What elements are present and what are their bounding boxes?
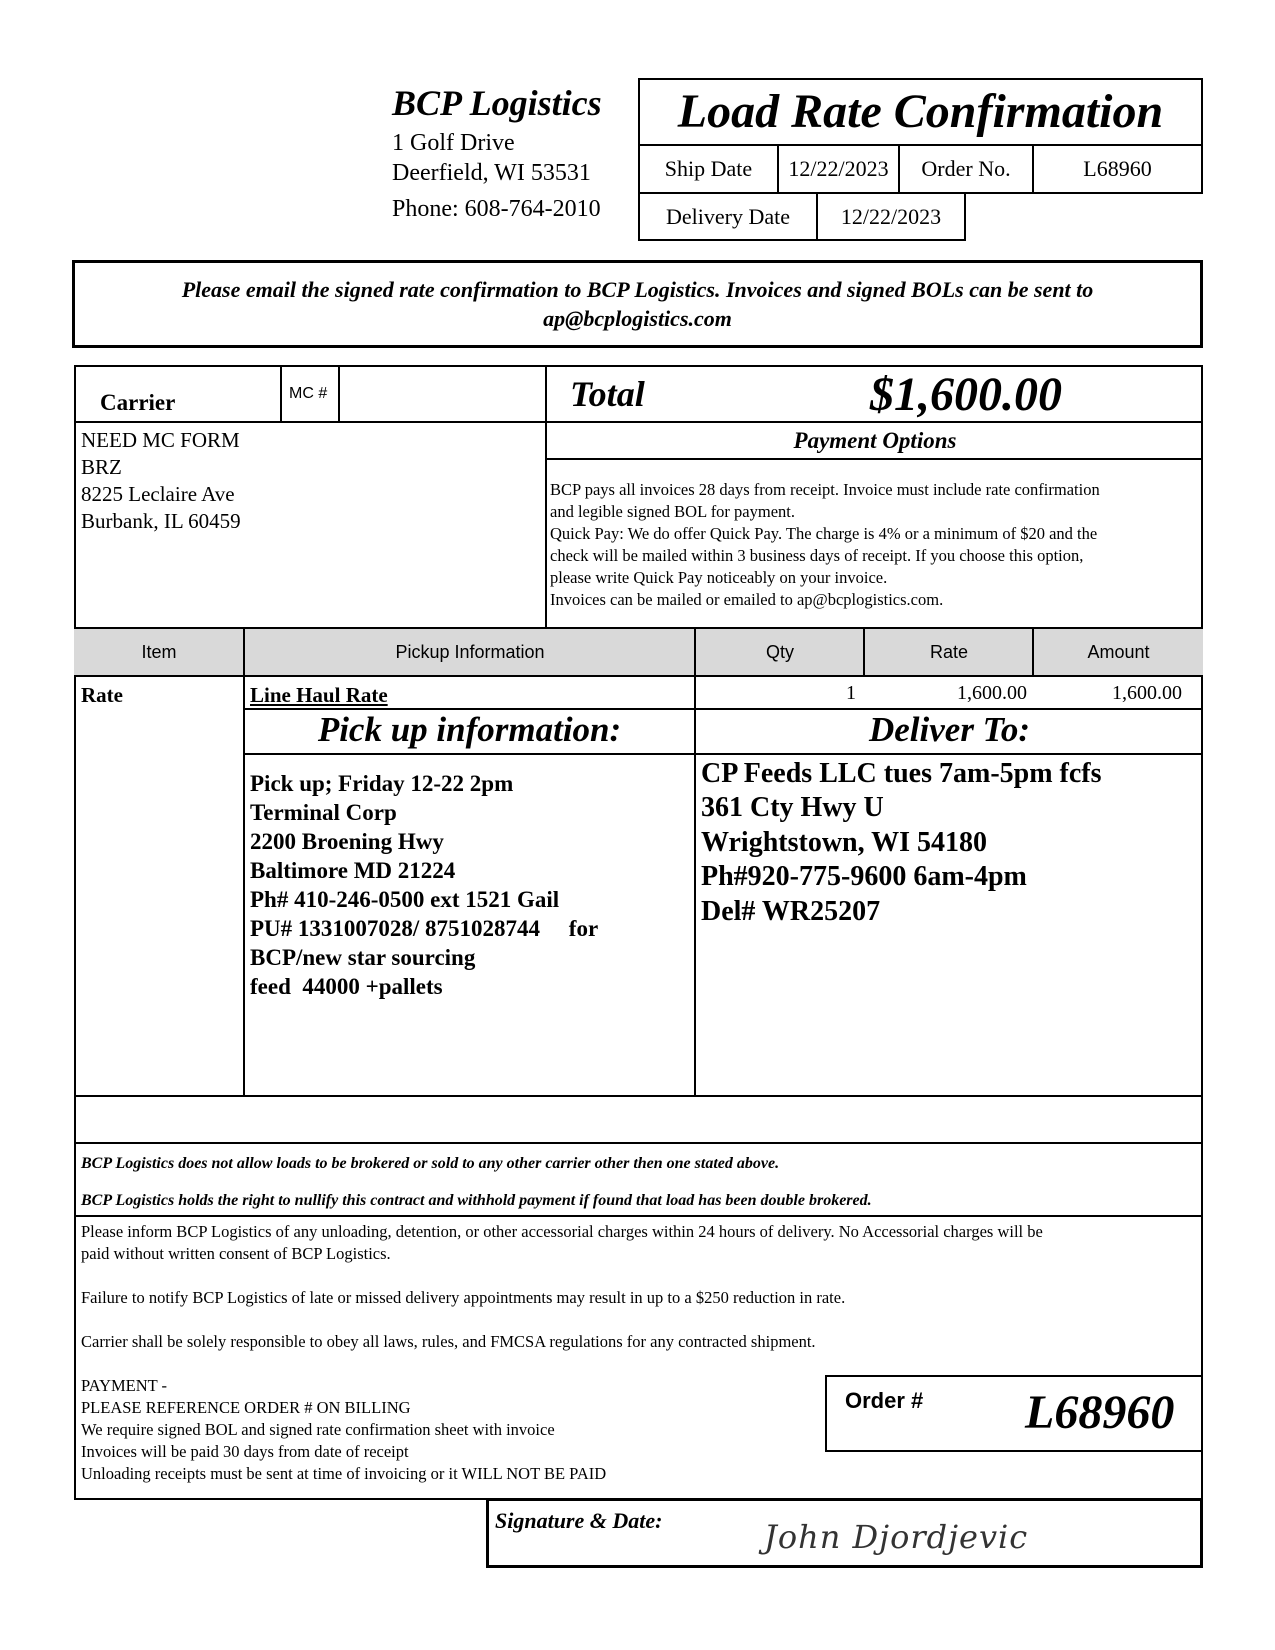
pickup-line: PU# 1331007028/ 8751028744 for xyxy=(250,916,599,941)
line-item-rate: 1,600.00 xyxy=(957,682,1027,704)
pickup-line: 2200 Broening Hwy xyxy=(250,829,444,854)
pickup-line: Ph# 410-246-0500 ext 1521 Gail xyxy=(250,887,560,912)
total-amount: $1,600.00 xyxy=(870,368,1062,421)
order-no-value: L68960 xyxy=(1032,144,1203,194)
delivery-line: CP Feeds LLC tues 7am-5pm fcfs xyxy=(701,758,1102,789)
carrier-line: 8225 Leclaire Ave xyxy=(81,482,235,506)
payment-line: We require signed BOL and signed rate confirmation sheet with invoice xyxy=(81,1420,555,1439)
payment-line: Unloading receipts must be sent at time of invoicing or it WILL NOT BE PAID xyxy=(81,1464,607,1483)
payment-options-line: please write Quick Pay noticeably on your invoice. xyxy=(550,568,888,587)
company-name: BCP Logistics xyxy=(392,83,602,123)
policy-no-brokering: BCP Logistics does not allow loads to be brokered or sold to any other carrier other then one stated above. xyxy=(81,1155,780,1172)
delivery-line: Wrightstown, WI 54180 xyxy=(701,827,988,858)
pickup-title: Pick up information: xyxy=(317,710,622,749)
column-header-item: Item xyxy=(141,641,177,662)
ship-date-label: Ship Date xyxy=(638,144,779,194)
pickup-line: feed 44000 +pallets xyxy=(250,974,443,999)
total-label: Total xyxy=(570,374,645,414)
email-instructions-text: Please email the signed rate confirmation to BCP Logistics. Invoices and signed BOLs can be sent to ap@bcplogistics.com xyxy=(181,277,1094,331)
carrier-line: Burbank, IL 60459 xyxy=(81,509,241,533)
delivery-title: Deliver To: xyxy=(868,710,1031,749)
payment-line: PLEASE REFERENCE ORDER # ON BILLING xyxy=(81,1398,411,1417)
payment-options-line: BCP pays all invoices 28 days from receipt. Invoice must include rate confirmation xyxy=(550,480,1100,499)
line-item-description: Line Haul Rate xyxy=(250,683,388,707)
column-header-pickup-information: Pickup Information xyxy=(395,641,545,662)
order-number-value: L68960 xyxy=(1025,1386,1175,1439)
line-item-qty: 1 xyxy=(846,682,856,704)
document-title: Load Rate Confirmation xyxy=(677,85,1164,138)
terms-accessorial: Please inform BCP Logistics of any unloading, detention, or other accessorial charges within 24 hours of delivery. No Accessorial charges will be xyxy=(81,1222,1043,1241)
terms-late-delivery: Failure to notify BCP Logistics of late or missed delivery appointments may result in up to a $250 reduction in rate. xyxy=(81,1288,846,1307)
mc-number-label: MC # xyxy=(289,385,328,402)
pickup-line: Baltimore MD 21224 xyxy=(250,858,456,883)
terms-accessorial-cont: paid without written consent of BCP Logistics. xyxy=(81,1244,391,1263)
payment-options-title: Payment Options xyxy=(793,428,957,453)
pickup-line: Pick up; Friday 12-22 2pm xyxy=(250,771,514,796)
email-instructions-banner xyxy=(72,260,1203,348)
pickup-line: Terminal Corp xyxy=(250,800,397,825)
delivery-date-value: 12/22/2023 xyxy=(816,192,966,241)
order-number-label: Order # xyxy=(845,1388,924,1413)
company-phone: Phone: 608-764-2010 xyxy=(392,196,601,222)
payment-line: Invoices will be paid 30 days from date of receipt xyxy=(81,1442,409,1461)
payment-line: PAYMENT - xyxy=(81,1376,168,1395)
line-item-amount: 1,600.00 xyxy=(1112,682,1182,704)
carrier-line: BRZ xyxy=(81,455,122,479)
company-address-line1: 1 Golf Drive xyxy=(392,130,515,156)
pickup-line: BCP/new star sourcing xyxy=(250,945,476,970)
ship-date-value: 12/22/2023 xyxy=(777,144,900,194)
column-header-rate: Rate xyxy=(929,641,969,662)
company-address-line2: Deerfield, WI 53531 xyxy=(392,160,591,186)
delivery-line: 361 Cty Hwy U xyxy=(701,792,884,823)
line-item-type: Rate xyxy=(81,683,123,707)
delivery-line: Del# WR25207 xyxy=(701,896,881,927)
signature-label: Signature & Date: xyxy=(495,1508,663,1533)
column-header-amount: Amount xyxy=(1087,641,1150,662)
policy-double-brokered: BCP Logistics holds the right to nullify this contract and withhold payment if found that load has been double brokered. xyxy=(81,1192,872,1209)
delivery-line: Ph#920-775-9600 6am-4pm xyxy=(701,861,1027,892)
delivery-date-label: Delivery Date xyxy=(638,192,818,241)
terms-regulations: Carrier shall be solely responsible to obey all laws, rules, and FMCSA regulations for any contracted shipment. xyxy=(81,1332,816,1351)
payment-options-line: check will be mailed within 3 business days of receipt. If you choose this option, xyxy=(550,546,1084,565)
handwritten-signature: John Djordjevic xyxy=(764,1518,1029,1556)
column-header-qty: Qty xyxy=(765,641,794,662)
payment-options-line: and legible signed BOL for payment. xyxy=(550,502,795,521)
payment-options-line: Quick Pay: We do offer Quick Pay. The charge is 4% or a minimum of $20 and the xyxy=(550,524,1098,543)
carrier-line: NEED MC FORM xyxy=(81,428,240,452)
carrier-label: Carrier xyxy=(100,390,176,415)
payment-options-line: Invoices can be mailed or emailed to ap@bcplogistics.com. xyxy=(550,590,944,609)
order-no-label: Order No. xyxy=(898,144,1034,194)
